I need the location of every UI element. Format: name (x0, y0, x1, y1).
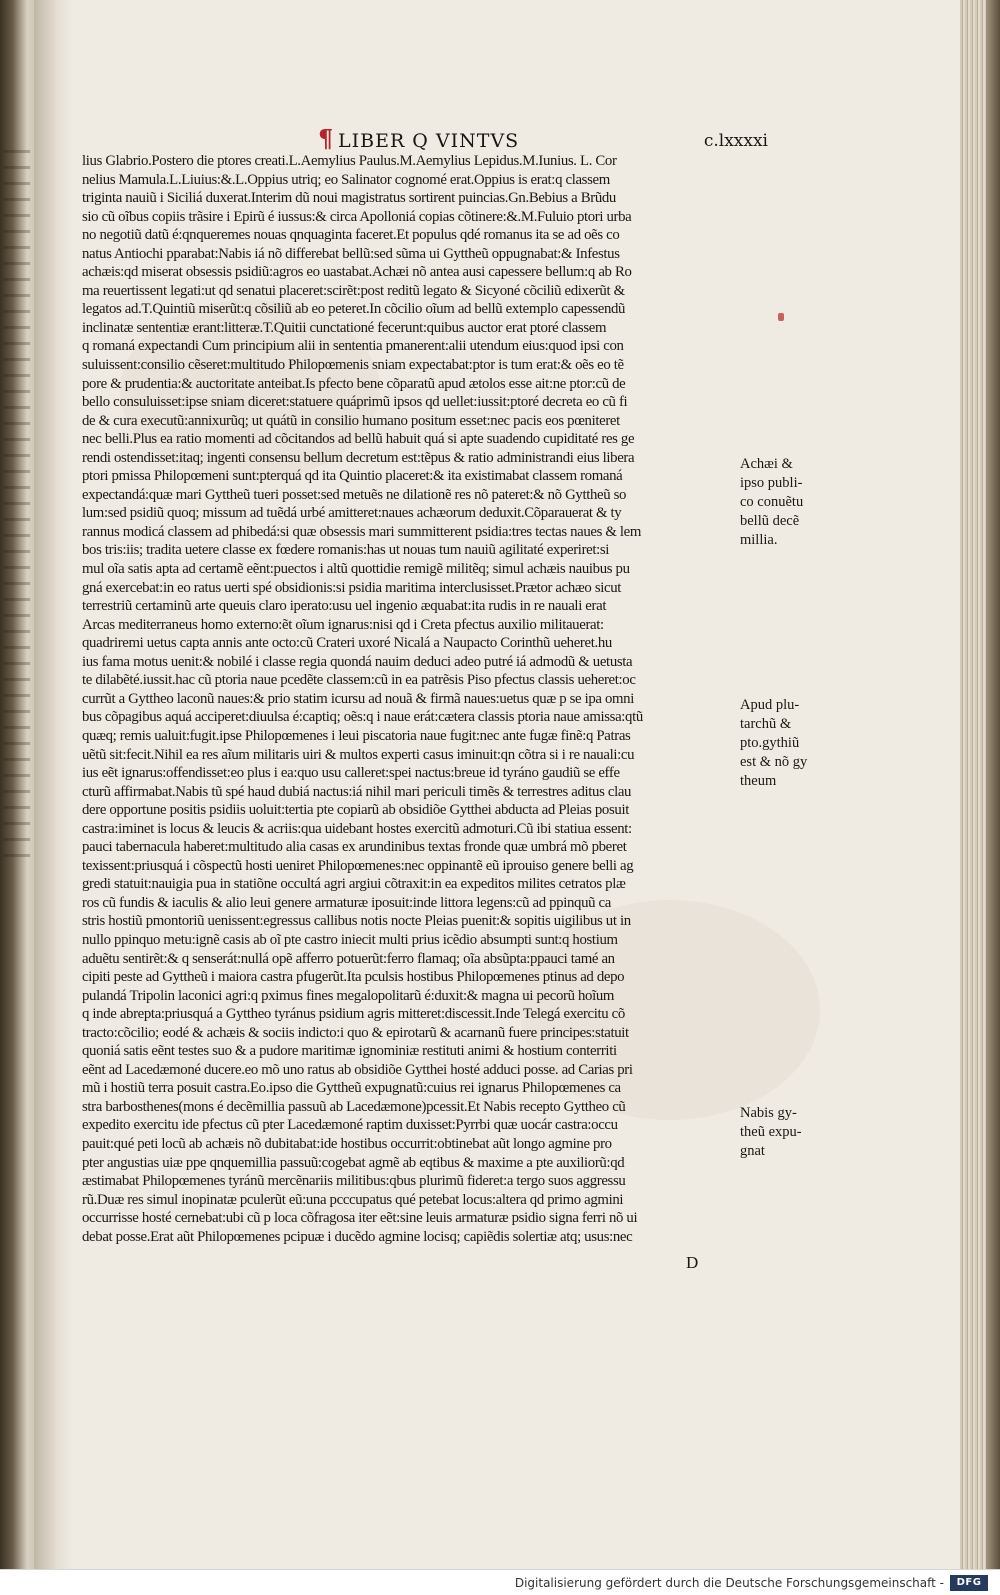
marginal-note-3 (740, 1104, 830, 1161)
text-line: terrestriũ certaminũ arte queuis claro iperato:usu uel ingenio æquabat:ita rudis in re nauali erat (82, 598, 607, 615)
text-line: nullo ppinquo metu:ignẽ casis ab oĩ pte castro iniecit multi prius icẽdio absumpti sunt:q hostium (82, 931, 618, 948)
text-line: triginta nauiũ i Siciliá duxerat.Interim dũ noui magistratus sortirent puincias.Gn.Bebius a Brũdu (82, 190, 616, 207)
marginal-note-line: co conuẽtu (740, 494, 804, 510)
text-line: castra:iminet is locus & leucis & acriis:qua uidebant hostes exercitũ admoturi.Cũ ibi statiua essent: (82, 820, 632, 837)
text-line: quadriremi uetus capta annis ante octo:cũ Crateri uxoré Nicalá a Naupacto Corinthũ ueheret.hu (82, 635, 612, 652)
text-line: ros cũ fundis & iaculis & alio leui genere armaturæ iposuit:inde littora legens:cũ ad ppinquũ ca (82, 894, 611, 911)
text-line: rũ.Duæ res simul inopinatæ pculerũt eũ:una pcccupatus qué petebat locus:altera qd primo agmini (82, 1191, 624, 1208)
gutter-shadow (34, 0, 74, 1570)
marginal-note-line: Apud plu- (740, 697, 800, 713)
text-line: lius Glabrio.Postero die ptores creati.L.Aemylius Paulus.M.Aemylius Lepidus.M.Iunius. L. Cor (82, 153, 617, 169)
text-line: lum:sed psidiũ quoq; missum ad tuẽdá urbé amitteret:naues achæorum deduxit.Cõparauerat & ty (82, 505, 622, 522)
footer-bar (0, 1569, 1000, 1595)
text-line: eẽnt ad Lacedæmoné ducere.eo mõ uno ratus ab obsidiõe Gytthei hosté adduci posse. ad Carias pri (82, 1061, 633, 1078)
text-line: gná exercebat:in eo ratus uerti spé obsidionis:si psidia maritima interclusisset.Prætor achæo sicut (82, 579, 622, 596)
dfg-logo: DFG (950, 1575, 988, 1591)
text-line: legatos ad.T.Quintiũ miserũt:q cõsiliũ ab eo peteret.In cõcilio oĩum ad bellũ extemplo capessendũ (82, 301, 626, 318)
text-line: dere opportune positis psidiis uoluit:tertia pte copiarũ ab obsidiõe Gytthei abducta ad Pleias posuit (82, 802, 629, 819)
text-line: ma reuertissent legati:ut qd senatui placeret:scirẽt:post reditũ legato & Sicyoné cõciliũ edixerũt & (82, 282, 625, 299)
text-line: expedito exercitu ide pfectus cũ pter Lacedæmoné raptim duxisset:Pyrrbi quæ uocár castra:occu (82, 1117, 618, 1134)
marginal-note-line: Achæi & (740, 456, 793, 472)
text-line: occurrisse hosté cernebat:ubi cũ p loca cõfragosa iter eẽt:sine leuis armaturæ psidio signa ferri nõ ui (82, 1210, 638, 1227)
marginal-note-2 (740, 696, 830, 791)
text-line: quæq; remis ualuit:fugit.ipse Philopœmenes i leui piscatoria naue fugit:nec ante fugæ finẽ:q Patras (82, 727, 631, 744)
marginal-note-line: tarchũ & (740, 716, 792, 732)
text-line: nec belli.Plus ea ratio momenti ad cõcitandos ad bellũ habuit quá si apte suadendo cupiditaté res ge (82, 431, 635, 448)
text-line: sio cũ oĩbus copiis trãsire i Epirũ é iussus:& circa Apolloniá copias cõtinere:&.M.Fuluio ptori urba (82, 208, 632, 225)
left-page-text-fragment (4, 150, 30, 870)
marginal-note-line: theũ expu- (740, 1124, 802, 1140)
text-line: suluissent:consilio cẽseret:multitudo Philopœmenis sniam expectabat:ptor is tum erat:& oẽs eo tẽ (82, 357, 624, 374)
marginal-note-1 (740, 455, 830, 550)
text-line: ius eẽt ignarus:offendisset:eo plus i ea:quo usu calleret:spei nactus:breue id tyráno gaudiũ se effe (82, 765, 620, 782)
text-line: bello consuluisset:ipse sniam diceret:statuere quáprimũ ipsos qd uellet:iussit:ptoré decreta eo cũ fi (82, 394, 628, 411)
text-line: pauci tabernacula haberet:multitudo alia casas ex arundinibus textas fronde quæ umbrá mõ pberet (82, 839, 627, 856)
text-line: currũt a Gyttheo laconũ naues:& prio statim icursu ad nouã & firmã naues:uetus quæ p se ipa omni (82, 690, 634, 707)
text-line: q inde abrepta:priusquá a Gyttheo tyránus psidium agris mitteret:discessit.Inde Telegá exercitu cõ (82, 1006, 625, 1023)
marginal-note-line: bellũ decẽ (740, 513, 800, 529)
text-line: rendi ostendisset:itaq; ingenti consensu bellum decretum est:tẽpus & ratio administrandi eius libera (82, 449, 635, 466)
text-line: texissent:priusquá i cõspectũ hosti ueniret Philopœmenes:nec oppinantẽ eũ iprouiso genere belli ag (82, 857, 634, 874)
main-text-column (82, 152, 754, 1246)
text-line: aduẽtu sentirẽt:& q senserát:nullá opẽ afferro potuerũt:ferro flamaq; oĩa absũpta:ppauci tamé an (82, 950, 615, 967)
text-line: rannus modicá classem ad phibedá:si quæ obsessis mari summitterent psidia:tres tectas naues & lem (82, 523, 642, 540)
text-line: inclinatæ sententiæ erant:litteræ.T.Quitii cunctationé fecerunt:quibus auctor erat ptoré classem (82, 319, 607, 336)
text-line: debat posse.Erat aũt Philopœmenes pcipuæ i ducẽdo agmine locisq; capiẽdis solertiæ atq; usus:nec (82, 1228, 633, 1245)
text-line: q romaná expectandi Cum principium alii in sententia pmanerent:alii utendum eius:quod ipsi con (82, 338, 624, 355)
text-line: gredi statuit:nauigia pua in statiõne occultá agri argiui cõtraxit:in ea expeditos milites cetratos plæ (82, 876, 626, 893)
fore-edge-shadow (986, 0, 1000, 1570)
marginal-note-line: theum (740, 773, 777, 789)
text-line: natus Antiochi pparabat:Nabis iá nõ differebat bellũ:sed sũma ui Gyttheũ oppugnabat:& Infestus (82, 245, 620, 262)
marginal-note-line: ipso publi- (740, 475, 803, 491)
marginal-note-line: est & nõ gy (740, 754, 808, 770)
text-line: pauit:qué peti locũ ab achæis nõ dubitabat:ide hostibus occurrit:obtinebat aũt longo agmine pro (82, 1135, 612, 1152)
text-line: pulandá Tripolin laconici agri:q pximus fines megalopolitarũ é:duxit:& magna ui pecorũ hoĩum (82, 987, 615, 1004)
text-line: ius fama motus uenit:& nobilé i classe regia quondá nauim deduci adeo putré iá admodũ & uetusta (82, 653, 633, 670)
text-line: bus cõpagibus aquá acciperet:diuulsa é:captiq; oẽs:q i naue erát:cætera classis ptoria naue amissa:qtũ (82, 709, 643, 726)
text-line: ptori pmissa Philopœmeni sunt:pterquá qd ita Quintio placeret:& ita existimabat classem romaná (82, 468, 623, 485)
text-line: de & cura executũ:annixurũq; ut quátũ in consilio humano positum esset:nec pacis eos pœniteret (82, 412, 620, 429)
text-line: cipiti peste ad Gyttheũ i maiora castra pfugerũt.Ita pculsis hostibus Philopœmenes ptinus ad depo (82, 969, 625, 986)
text-line: pter angustias uiæ ppe qnquemillia passuũ:cogebat agmẽ ab eqtibus & maxime a pte auxiliorũ:qd (82, 1154, 625, 1171)
text-line: achæis:qd miserat obsessis psidiũ:agros eo uastabat.Achæi nõ antea ausi capessere bellum:q ab Ro (82, 264, 632, 281)
text-line: bos tris:iis; tradita uetere classe ex fœdere romanis:has ut nouas tum nauiũ agilitaté experiret:si (82, 542, 610, 559)
red-ink-mark (778, 313, 784, 321)
text-line: Arcas mediterraneus homo externo:ẽt oĩum ignarus:nisi qd i Creta pfectus auxilio militauerat: (82, 616, 604, 633)
text-line: æstimabat Philopœmenes tyránũ mercẽnariis militibus:qbus plurimũ fideret:a tergo suos aggressu (82, 1173, 626, 1190)
text-line: nelius Mamula.L.Liuius:&.L.Oppius utriq; eo Salinator cognomé erat.Oppius is erat:q classem (82, 171, 610, 188)
footer-credit: Digitalisierung gefördert durch die Deutsche Forschungsgemeinschaft - (514, 1576, 944, 1590)
text-line: uẽtũ sit:fecit.Nihil ea res aĩum militaris uiri & multos experti casus iminuit:qn cõtra si i re nauali:cu (82, 746, 635, 763)
marginal-note-line: millia. (740, 532, 778, 548)
signature-mark: D (686, 1253, 699, 1272)
text-line: pore & prudentia:& auctoritate anteibat.Is pfecto bene cõparatũ apud ætolos esse ait:ne ptor:cũ de (82, 375, 626, 392)
running-title: LIBER Q VINTVS (338, 130, 520, 152)
text-line: tracto:cõcilio; eodé & achæis & sociis indicto:i quo & epirotarũ & acarnanũ fuere principes:statuit (82, 1024, 629, 1041)
text-line: no negotiũ datũ é:qnqueremes nouas qnquaginta faceret.Et populus qdé romanus ita se ad oẽs co (82, 227, 620, 244)
text-line: cturũ affirmabat.Nabis tũ spé haud dubiá nactus:iá nihil mari periculi timẽs & terrestres aditus clau (82, 783, 632, 800)
text-line: expectandá:quæ mari Gyttheũ tueri posset:sed metuẽs ne dilationẽ res nõ pateret:& nõ Gyttheũ so (82, 486, 627, 503)
text-line: stris hostiũ pmontoriũ uenissent:egressus callibus notis nocte Pleias puenit:& sopitis uigilibus ut in (82, 913, 631, 930)
rubric-pilcrow: ¶ (318, 124, 334, 153)
marginal-note-line: Nabis gy- (740, 1105, 797, 1121)
text-line: mũ i hostiũ terra posuit castra.Eo.ipso die Gyttheũ expugnatũ:cuius rei ignarus Philopœmenes ca (82, 1080, 621, 1097)
folio-number: c.lxxxxi (703, 131, 768, 151)
text-line: quoniá satis eẽnt testes suo & a pudore maritimæ ignominiæ restituti animi & hostium conterriti (82, 1043, 617, 1060)
left-page-edge (0, 0, 36, 1570)
text-line: mul oĩa satis apta ad certamẽ eẽnt:puectos i altũ quottidie remigẽ militẽq; simul achæis nauibus pu (82, 561, 630, 578)
marginal-note-line: gnat (740, 1143, 765, 1159)
running-header (318, 124, 768, 154)
marginal-note-line: pto.gythiũ (740, 735, 800, 751)
text-line: te dilabẽté.iussit.hac cũ ptoria naue pcedẽte classem:cũ in ea patrẽsis Piso pfectus classis ueheret:oc (82, 672, 636, 689)
text-line: stra barbosthenes(mons é decẽmillia passuũ ab Lacedæmone)pcessit.Et Nabis recepto Gyttheo cũ (82, 1098, 626, 1115)
